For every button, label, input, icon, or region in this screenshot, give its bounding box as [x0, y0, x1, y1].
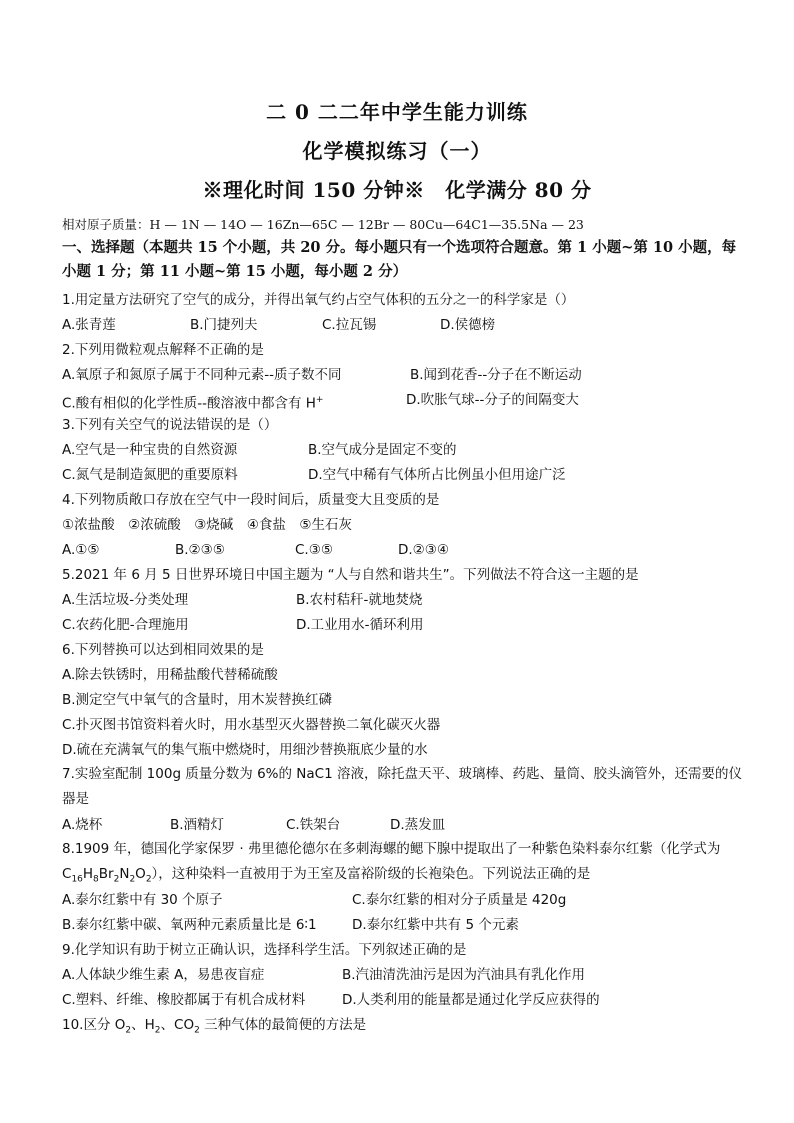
q9-option-d: D.人类利用的能量都是通过化学反应获得的	[342, 992, 600, 1008]
question-4-stem: 4.下列物质敞口存放在空气中一段时间后，质量变大且变质的是	[62, 492, 440, 508]
q9-option-a: A.人体缺少维生素 A，易患夜盲症	[62, 967, 265, 983]
question-9-stem: 9.化学知识有助于树立正确认识，选择科学生活。下列叙述正确的是	[62, 942, 467, 958]
question-7-stem: 7.实验室配制 100g 质量分数为 6%的 NaC1 溶液，除托盘天平、玻璃棒、药匙、量筒、胶头滴管外，还需要的仪器是	[62, 766, 742, 807]
q3-option-d: D.空气中稀有气体所占比例虽小但用途广泛	[308, 467, 566, 483]
question-5-stem: 5.2021 年 6 月 5 日世界环境日中国主题为 “人与自然和谐共生”。下列做法不符合这一主题的是	[62, 567, 639, 583]
exam-subtitle: 化学模拟练习（一）	[302, 139, 492, 163]
q7-option-b: B.酒精灯	[170, 817, 225, 833]
q8-option-b: B.泰尔红紫中碳、氧两种元素质量比是 6∶1	[62, 917, 317, 933]
section-heading: 一、选择题（本题共 15 个小题，共 20 分。每小题只有一个选项符合题意。第 1 小题~第 10 小题，每小题 1 分；第 11 小题~第 15 小题，每小题 2 分）	[62, 239, 737, 280]
exam-title: 二 0 二二年中学生能力训练	[266, 100, 528, 124]
q2-option-a: A.氧原子和氮原子属于不同种元素--质子数不同	[62, 367, 342, 383]
q6-option-d: D.硫在充满氧气的集气瓶中燃烧时，用细沙替换瓶底少量的水	[62, 742, 428, 758]
question-2-stem: 2.下列用微粒观点解释不正确的是	[62, 342, 264, 358]
q6-option-a: A.除去铁锈时，用稀盐酸代替稀硫酸	[62, 667, 278, 683]
q4-option-b: B.②③⑤	[175, 542, 225, 558]
atomic-masses: 相对原子质量：H — 1N — 14O — 16Zn—65C — 12Br — 80Cu—64C1—35.5Na — 23	[62, 217, 584, 232]
q9-option-b: B.汽油清洗油污是因为汽油具有乳化作用	[342, 967, 586, 983]
question-10-stem: 10.区分 $O_2$、$H_2$、$CO_2$ 三种气体的最简便的方法是	[62, 1017, 367, 1036]
q3-option-b: B.空气成分是固定不变的	[308, 442, 457, 458]
q3-option-a: A.空气是一种宝贵的自然资源	[62, 442, 238, 458]
q5-option-d: D.工业用水-循环利用	[296, 617, 424, 633]
q2-option-d: D.吹胀气球--分子的间隔变大	[406, 392, 579, 408]
q1-option-b: B.门捷列夫	[190, 317, 258, 333]
q8-option-d: D.泰尔红紫中共有 5 个元素	[352, 917, 519, 933]
question-8-stem: 8.1909 年，德国化学家保罗 · 弗里德伦德尔在多刺海螺的鳃下腺中提取出了一种紫色染料泰尔红紫（化学式为 $C_{16}H_8Br_2N_2O_2$），这种染料一直被用于为王室及富裕阶级的长袍染色。下列说法正确的是	[62, 841, 721, 885]
q7-option-a: A.烧杯	[62, 817, 103, 833]
question-3-stem: 3.下列有关空气的说法错误的是（）	[62, 417, 278, 433]
q7-option-c: C.铁架台	[286, 817, 341, 833]
q5-option-b: B.农村秸秆-就地焚烧	[296, 592, 423, 608]
q8-option-c: C.泰尔红紫的相对分子质量是 420g	[352, 892, 567, 908]
q5-option-c: C.农药化肥-合理施用	[62, 617, 189, 633]
question-1-stem: 1.用定量方法研究了空气的成分，并得出氧气约占空气体积的五分之一的科学家是（）	[62, 292, 575, 308]
q8-option-a: A.泰尔红紫中有 30 个原子	[62, 892, 223, 908]
q2-option-b: B.闻到花香--分子在不断运动	[410, 367, 582, 383]
q2-option-c: C.酸有相似的化学性质--酸溶液中都含有 H+	[62, 395, 324, 412]
q1-option-c: C.拉瓦锡	[322, 317, 377, 333]
exam-time-score: ※理化时间 150 分钟※ 化学满分 80 分	[202, 178, 592, 202]
q1-option-a: A.张青莲	[62, 317, 116, 333]
question-4-items: ①浓盐酸 ②浓硫酸 ③烧碱 ④食盐 ⑤生石灰	[62, 517, 353, 533]
q4-option-c: C.③⑤	[295, 542, 333, 558]
q4-option-a: A.①⑤	[62, 542, 100, 558]
q7-option-d: D.蒸发皿	[390, 817, 446, 833]
q9-option-c: C.塑料、纤维、橡胶都属于有机合成材料	[62, 992, 306, 1008]
q4-option-d: D.②③④	[398, 542, 449, 558]
q5-option-a: A.生活垃圾-分类处理	[62, 592, 189, 608]
q6-option-b: B.测定空气中氧气的含量时，用木炭替换红磷	[62, 692, 333, 708]
question-6-stem: 6.下列替换可以达到相同效果的是	[62, 642, 264, 658]
q6-option-c: C.扑灭图书馆资料着火时，用水基型灭火器替换二氧化碳灭火器	[62, 717, 441, 733]
q3-option-c: C.氮气是制造氮肥的重要原料	[62, 467, 238, 483]
q1-option-d: D.侯德榜	[440, 317, 496, 333]
